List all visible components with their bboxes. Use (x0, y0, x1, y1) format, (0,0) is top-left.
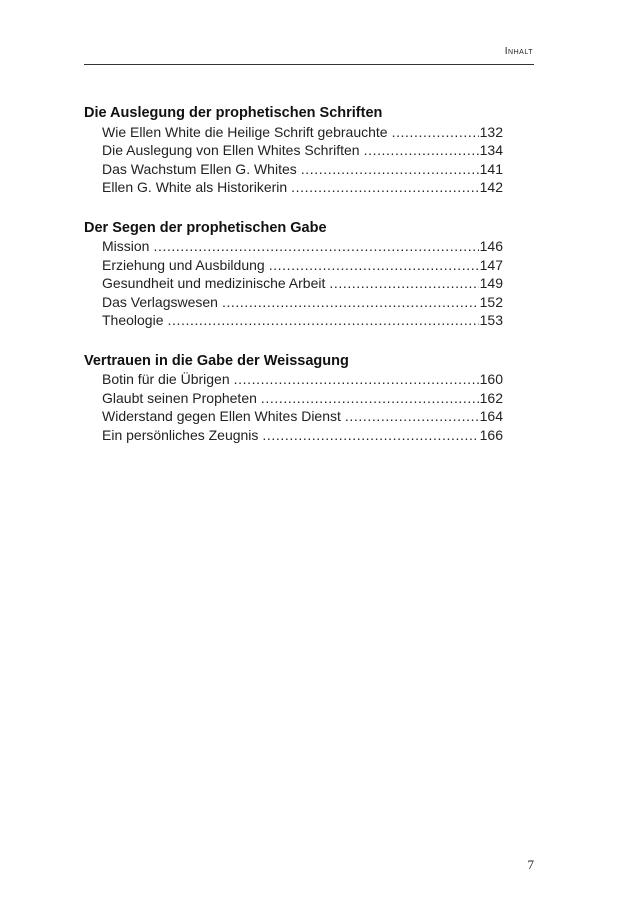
entry-title: Ellen G. White als Historikerin (102, 179, 288, 195)
entry-page-number: 132 (479, 123, 503, 140)
entry-page-number: 147 (479, 256, 503, 273)
entry-title: Theologie (102, 312, 164, 328)
section-title: Vertrauen in die Gabe der Weissagung (84, 352, 349, 369)
dot-leader (153, 237, 478, 256)
dot-leader (364, 141, 479, 160)
entry-page-number: 149 (479, 275, 503, 291)
dot-leader (329, 274, 478, 293)
dot-leader (291, 178, 478, 197)
toc-section (84, 219, 503, 330)
toc-entry[interactable] (84, 237, 503, 256)
entry-page-number: 162 (479, 389, 503, 406)
entry-page-number: 141 (479, 160, 503, 177)
entry-title: Das Verlagswesen (102, 293, 218, 310)
toc-entry[interactable] (84, 293, 503, 312)
entry-title: Ein persönliches Zeugnis (102, 426, 259, 443)
dot-leader (345, 407, 479, 426)
entry-page-number: 153 (479, 312, 503, 328)
toc-entry[interactable] (84, 370, 503, 389)
section-title: Die Auslegung der prophetischen Schriften (84, 105, 383, 121)
entry-page-number: 166 (479, 426, 503, 443)
entry-title: Das Wachstum Ellen G. Whites (102, 160, 297, 177)
dot-leader (301, 160, 479, 179)
toc-entry[interactable] (84, 311, 503, 330)
toc-entry[interactable] (84, 160, 503, 179)
entry-page-number: 160 (479, 371, 503, 387)
entry-title: Widerstand gegen Ellen Whites Dienst (102, 408, 341, 424)
entry-title: Botin für die Übrigen (102, 371, 230, 387)
dot-leader (262, 426, 478, 445)
entry-page-number: 152 (479, 293, 503, 310)
dot-leader (269, 256, 479, 275)
dot-leader (261, 389, 479, 408)
entry-page-number: 146 (479, 238, 503, 254)
dot-leader (392, 123, 479, 142)
toc-entry[interactable] (84, 256, 503, 275)
toc-entry[interactable] (84, 426, 503, 445)
dot-leader (168, 311, 479, 330)
header-rule (84, 64, 534, 65)
toc-entry[interactable] (84, 389, 503, 408)
toc-entry[interactable] (84, 141, 503, 160)
entry-title: Die Auslegung von Ellen Whites Schriften (102, 142, 360, 158)
toc-entry[interactable] (84, 407, 503, 426)
running-head: Inhalt (504, 46, 533, 57)
entry-title: Glaubt seinen Propheten (102, 389, 257, 406)
table-of-contents (84, 104, 503, 466)
toc-entry[interactable] (84, 178, 503, 197)
section-title: Der Segen der prophetischen Gabe (84, 219, 327, 236)
toc-entry[interactable] (84, 274, 503, 293)
entry-page-number: 142 (479, 179, 503, 195)
toc-section (84, 104, 503, 197)
toc-section (84, 352, 503, 445)
page-number: 7 (527, 857, 534, 872)
toc-entry[interactable] (84, 123, 503, 142)
dot-leader (222, 293, 479, 312)
entry-title: Gesundheit und medizinische Arbeit (102, 275, 326, 291)
entry-page-number: 164 (479, 408, 503, 424)
entry-title: Wie Ellen White die Heilige Schrift gebrauchte (102, 123, 388, 140)
entry-title: Mission (102, 238, 150, 254)
entry-title: Erziehung und Ausbildung (102, 256, 265, 273)
entry-page-number: 134 (479, 142, 503, 158)
dot-leader (234, 370, 479, 389)
